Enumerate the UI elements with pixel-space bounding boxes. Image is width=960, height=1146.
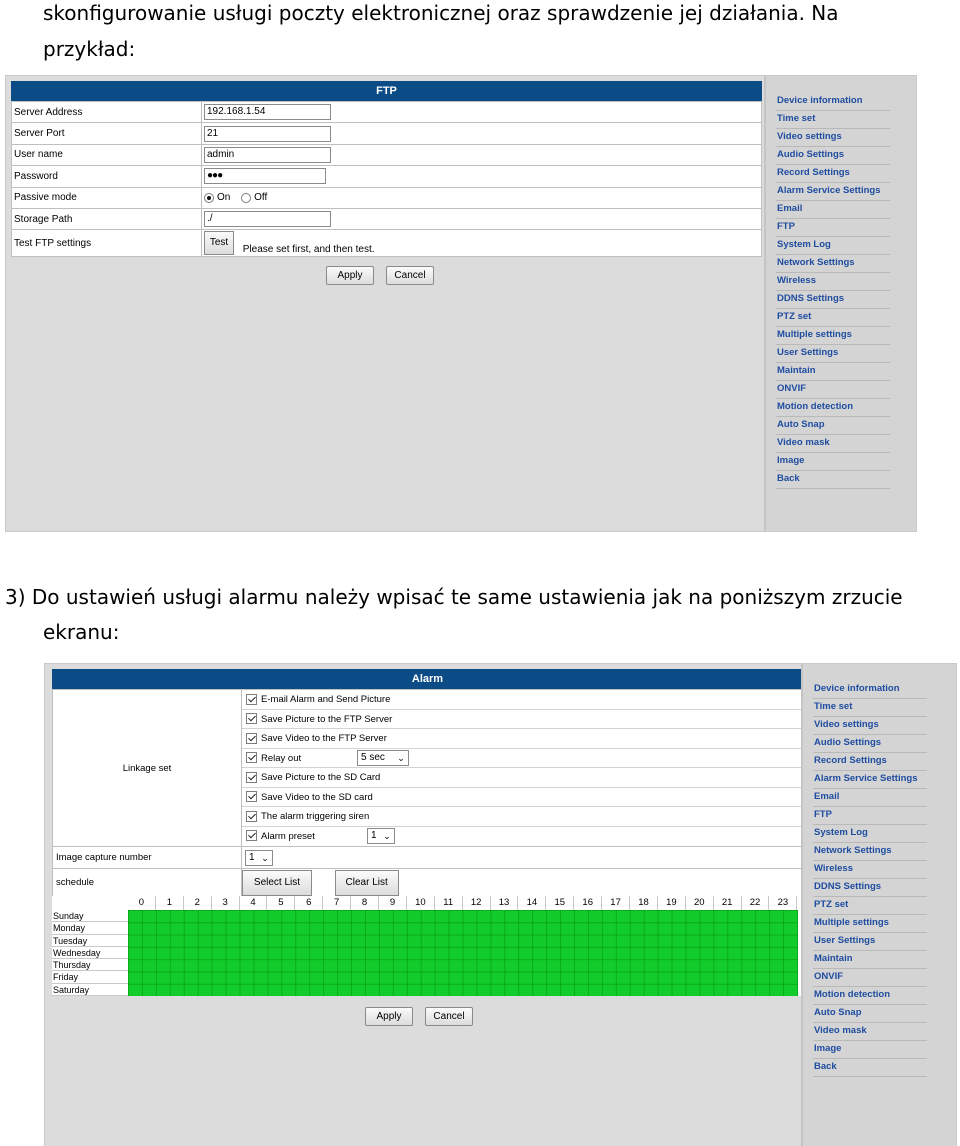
ftp-main-panel bbox=[6, 76, 764, 531]
picture-ftp-checkbox[interactable] bbox=[246, 713, 257, 724]
nav-audio-settings[interactable]: Audio Settings bbox=[813, 735, 927, 753]
server-address-label: Server Address bbox=[12, 102, 202, 123]
nav-device-information[interactable]: Device information bbox=[776, 93, 890, 111]
nav-image[interactable]: Image bbox=[813, 1041, 927, 1059]
clear-list-button[interactable]: Clear List bbox=[335, 870, 399, 896]
nav-ftp[interactable]: FTP bbox=[776, 219, 890, 237]
nav-time-set[interactable]: Time set bbox=[776, 111, 890, 129]
ftp-row-password bbox=[12, 166, 762, 187]
day-label: Monday bbox=[52, 922, 128, 934]
picture-sd-checkbox[interactable] bbox=[246, 772, 257, 783]
nav-audio-settings[interactable]: Audio Settings bbox=[776, 147, 890, 165]
step3-line-2: ekranu: bbox=[43, 620, 120, 644]
nav-onvif[interactable]: ONVIF bbox=[813, 969, 927, 987]
email-alarm-checkbox[interactable] bbox=[246, 694, 257, 705]
hour-header-cell: 20 bbox=[686, 896, 714, 910]
hour-header-cell: 16 bbox=[574, 896, 602, 910]
nav-motion-detection[interactable]: Motion detection bbox=[813, 987, 927, 1005]
option-picture-ftp bbox=[242, 710, 802, 730]
hour-header-cell: 23 bbox=[769, 896, 797, 910]
hour-header-cell: 21 bbox=[714, 896, 742, 910]
schedule-label: schedule bbox=[53, 869, 242, 897]
hour-header-cell: 14 bbox=[518, 896, 546, 910]
intro-line-1: skonfigurowanie usługi poczty elektronicznej oraz sprawdzenie jej działania. Na bbox=[43, 1, 839, 25]
nav-multiple-settings[interactable]: Multiple settings bbox=[813, 915, 927, 933]
password-label: Password bbox=[12, 166, 202, 187]
day-label: Wednesday bbox=[52, 947, 128, 959]
passive-on-radio[interactable] bbox=[204, 193, 214, 203]
ftp-screenshot bbox=[5, 75, 917, 532]
video-ftp-checkbox[interactable] bbox=[246, 733, 257, 744]
hour-header-cell: 11 bbox=[435, 896, 463, 910]
hour-header-cell: 3 bbox=[212, 896, 240, 910]
nav-alarm-service-settings[interactable]: Alarm Service Settings bbox=[813, 771, 927, 789]
email-alarm-label: E-mail Alarm and Send Picture bbox=[261, 694, 391, 705]
hour-header-cell: 10 bbox=[407, 896, 435, 910]
nav-maintain[interactable]: Maintain bbox=[813, 951, 927, 969]
nav-maintain[interactable]: Maintain bbox=[776, 363, 890, 381]
alarm-main-panel bbox=[45, 664, 803, 1146]
siren-label: The alarm triggering siren bbox=[261, 811, 370, 822]
day-label: Thursday bbox=[52, 959, 128, 971]
nav-system-log[interactable]: System Log bbox=[813, 825, 927, 843]
nav-multiple-settings[interactable]: Multiple settings bbox=[776, 327, 890, 345]
option-alarm-preset bbox=[242, 827, 802, 847]
hour-header-cell: 9 bbox=[379, 896, 407, 910]
nav-video-mask[interactable]: Video mask bbox=[776, 435, 890, 453]
day-label: Saturday bbox=[52, 984, 128, 996]
image-capture-label: Image capture number bbox=[53, 847, 242, 869]
storage-path-label: Storage Path bbox=[12, 208, 202, 229]
nav-ptz-set[interactable]: PTZ set bbox=[776, 309, 890, 327]
ftp-sidebar bbox=[764, 76, 916, 531]
nav-email[interactable]: Email bbox=[813, 789, 927, 807]
intro-line-2: przykład: bbox=[43, 37, 136, 61]
hour-header-cell: 17 bbox=[602, 896, 630, 910]
step3-line-1: 3) Do ustawień usługi alarmu należy wpisać te same ustawienia jak na poniższym zrzucie bbox=[5, 585, 903, 609]
ftp-row-test bbox=[12, 230, 762, 257]
test-button[interactable]: Test bbox=[204, 231, 234, 255]
nav-ddns-settings[interactable]: DDNS Settings bbox=[813, 879, 927, 897]
nav-system-log[interactable]: System Log bbox=[776, 237, 890, 255]
user-name-input[interactable]: admin bbox=[204, 147, 331, 163]
picture-ftp-label: Save Picture to the FTP Server bbox=[261, 713, 393, 725]
schedule-grid bbox=[52, 896, 803, 996]
hour-header bbox=[128, 896, 797, 910]
option-relay-out bbox=[242, 749, 802, 769]
ftp-row-user-name bbox=[12, 144, 762, 165]
ftp-row-server-port bbox=[12, 123, 762, 144]
relay-duration-value: 5 sec bbox=[361, 751, 385, 763]
video-ftp-label: Save Video to the FTP Server bbox=[261, 733, 387, 744]
relay-out-label: Relay out bbox=[261, 752, 302, 764]
nav-device-information[interactable]: Device information bbox=[813, 681, 927, 699]
option-email-alarm bbox=[242, 690, 802, 710]
nav-alarm-service-settings[interactable]: Alarm Service Settings bbox=[776, 183, 890, 201]
nav-auto-snap[interactable]: Auto Snap bbox=[813, 1005, 927, 1023]
day-label: Sunday bbox=[52, 910, 128, 922]
hour-header-cell: 19 bbox=[658, 896, 686, 910]
picture-sd-label: Save Picture to the SD Card bbox=[261, 772, 381, 783]
select-list-button[interactable]: Select List bbox=[242, 870, 312, 896]
passive-on-label: On bbox=[217, 192, 231, 204]
nav-back[interactable]: Back bbox=[776, 471, 890, 489]
nav-video-mask[interactable]: Video mask bbox=[813, 1023, 927, 1041]
option-video-sd bbox=[242, 788, 802, 808]
nav-ddns-settings[interactable]: DDNS Settings bbox=[776, 291, 890, 309]
chevron-down-icon: ⌄ bbox=[397, 752, 405, 763]
hour-header-cell: 1 bbox=[156, 896, 184, 910]
alarm-sidebar bbox=[801, 664, 956, 1146]
hour-header-cell: 13 bbox=[491, 896, 519, 910]
ftp-cancel-button[interactable]: Cancel bbox=[386, 266, 434, 285]
alarm-form bbox=[52, 689, 803, 897]
nav-user-settings[interactable]: User Settings bbox=[813, 933, 927, 951]
siren-checkbox[interactable] bbox=[246, 811, 257, 822]
nav-wireless[interactable]: Wireless bbox=[776, 273, 890, 291]
option-picture-sd bbox=[242, 768, 802, 788]
ftp-form bbox=[11, 101, 762, 257]
password-input[interactable]: ●●● bbox=[204, 168, 326, 184]
nav-user-settings[interactable]: User Settings bbox=[776, 345, 890, 363]
alarm-preset-label: Alarm preset bbox=[261, 830, 315, 842]
nav-onvif[interactable]: ONVIF bbox=[776, 381, 890, 399]
hour-header-cell: 22 bbox=[742, 896, 770, 910]
option-video-ftp bbox=[242, 729, 802, 749]
hour-header-cell: 18 bbox=[630, 896, 658, 910]
storage-path-input[interactable]: ./ bbox=[204, 211, 331, 227]
passive-mode-label: Passive mode bbox=[12, 187, 202, 208]
test-hint: Please set first, and then test. bbox=[242, 244, 375, 256]
day-labels bbox=[52, 910, 128, 996]
nav-network-settings[interactable]: Network Settings bbox=[813, 843, 927, 861]
hour-header-cell: 0 bbox=[128, 896, 156, 910]
nav-record-settings[interactable]: Record Settings bbox=[776, 165, 890, 183]
nav-back[interactable]: Back bbox=[813, 1059, 927, 1077]
hour-header-cell: 6 bbox=[295, 896, 323, 910]
alarm-screenshot bbox=[44, 663, 957, 1146]
nav-network-settings[interactable]: Network Settings bbox=[776, 255, 890, 273]
hour-header-cell: 15 bbox=[546, 896, 574, 910]
image-capture-value: 1 bbox=[249, 851, 255, 863]
alarm-cancel-button[interactable]: Cancel bbox=[425, 1007, 473, 1026]
hour-header-cell: 8 bbox=[351, 896, 379, 910]
nav-email[interactable]: Email bbox=[776, 201, 890, 219]
passive-off-radio[interactable] bbox=[241, 193, 251, 203]
hour-header-cell: 7 bbox=[323, 896, 351, 910]
day-label: Friday bbox=[52, 971, 128, 983]
image-capture-select[interactable] bbox=[245, 850, 273, 866]
nav-time-set[interactable]: Time set bbox=[813, 699, 927, 717]
nav-ftp[interactable]: FTP bbox=[813, 807, 927, 825]
alarm-nav bbox=[813, 681, 927, 1077]
video-sd-label: Save Video to the SD card bbox=[261, 791, 373, 803]
hour-header-cell: 2 bbox=[184, 896, 212, 910]
ftp-row-storage-path bbox=[12, 208, 762, 229]
nav-wireless[interactable]: Wireless bbox=[813, 861, 927, 879]
video-sd-checkbox[interactable] bbox=[246, 791, 257, 802]
nav-auto-snap[interactable]: Auto Snap bbox=[776, 417, 890, 435]
nav-video-settings[interactable]: Video settings bbox=[813, 717, 927, 735]
passive-off-label: Off bbox=[254, 192, 268, 204]
chevron-down-icon: ⌄ bbox=[383, 830, 391, 841]
linkage-set-label: Linkage set bbox=[53, 690, 242, 847]
server-port-label: Server Port bbox=[12, 123, 202, 144]
relay-out-checkbox[interactable] bbox=[246, 752, 257, 763]
alarm-preset-checkbox[interactable] bbox=[246, 830, 257, 841]
day-label: Tuesday bbox=[52, 935, 128, 947]
nav-record-settings[interactable]: Record Settings bbox=[813, 753, 927, 771]
user-name-label: User name bbox=[12, 144, 202, 165]
alarm-preset-select[interactable] bbox=[367, 828, 395, 844]
hour-header-cell: 12 bbox=[463, 896, 491, 910]
nav-motion-detection[interactable]: Motion detection bbox=[776, 399, 890, 417]
ftp-title: FTP bbox=[11, 81, 762, 101]
ftp-row-passive-mode bbox=[12, 187, 762, 208]
nav-ptz-set[interactable]: PTZ set bbox=[813, 897, 927, 915]
ftp-nav bbox=[776, 93, 890, 489]
server-port-input[interactable]: 21 bbox=[204, 126, 331, 142]
relay-duration-select[interactable] bbox=[357, 750, 409, 766]
ftp-apply-button[interactable]: Apply bbox=[326, 266, 374, 285]
server-address-input[interactable]: 192.168.1.54 bbox=[204, 104, 331, 120]
alarm-title: Alarm bbox=[52, 669, 803, 689]
nav-image[interactable]: Image bbox=[776, 453, 890, 471]
hour-header-cell: 5 bbox=[267, 896, 295, 910]
ftp-row-server-address bbox=[12, 102, 762, 123]
option-siren bbox=[242, 807, 802, 827]
alarm-apply-button[interactable]: Apply bbox=[365, 1007, 413, 1026]
hour-header-cell: 4 bbox=[240, 896, 268, 910]
chevron-down-icon: ⌄ bbox=[261, 852, 269, 863]
nav-video-settings[interactable]: Video settings bbox=[776, 129, 890, 147]
test-ftp-label: Test FTP settings bbox=[12, 230, 202, 257]
alarm-preset-value: 1 bbox=[371, 829, 377, 841]
schedule-cells[interactable] bbox=[128, 910, 798, 996]
